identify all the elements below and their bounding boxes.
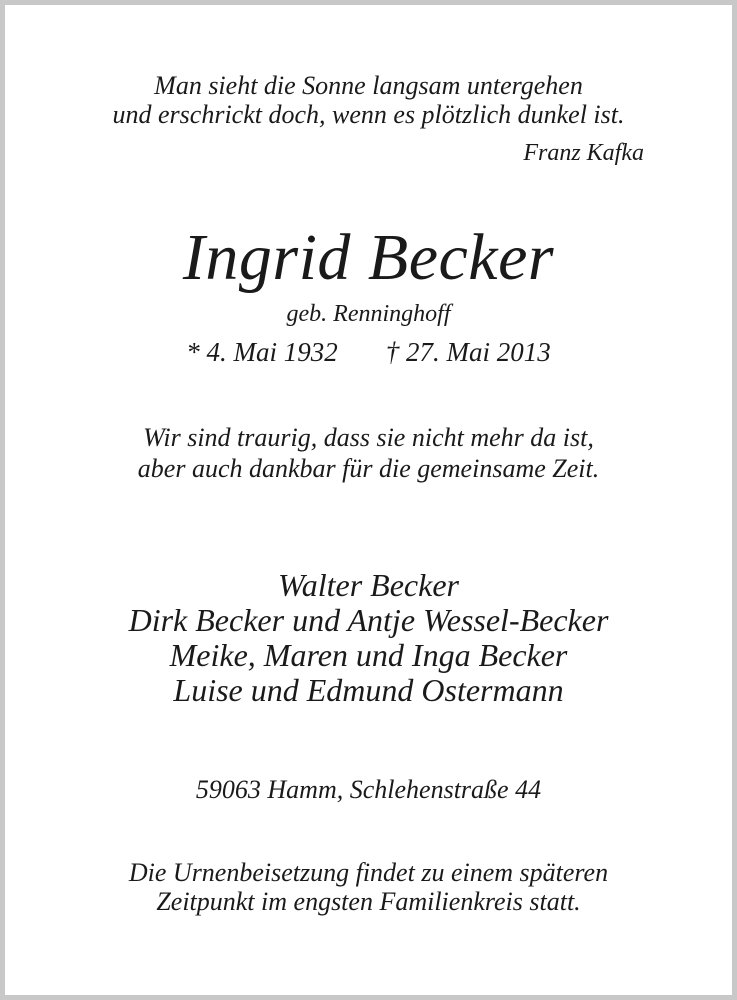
quote-line-2: und erschrickt doch, wenn es plötzlich dunkel ist. — [112, 100, 625, 129]
birth-date: * 4. Mai 1932 — [186, 337, 338, 367]
mourner-name: Dirk Becker und Antje Wessel-Becker — [128, 602, 609, 638]
address: 59063 Hamm, Schlehenstraße 44 — [195, 775, 542, 804]
mourner-name: Meike, Maren und Inga Becker — [169, 637, 568, 673]
maiden-name: geb. Renninghoff — [286, 301, 451, 327]
deceased-name: Ingrid Becker — [182, 221, 555, 294]
obituary-card — [5, 5, 732, 995]
message-line-2: aber auch dankbar für die gemeinsame Zeit. — [137, 454, 600, 483]
message-line-1: Wir sind traurig, dass sie nicht mehr da ist, — [143, 423, 594, 452]
mourner-name: Walter Becker — [278, 567, 459, 603]
mourners-list — [5, 568, 732, 708]
mourner-name: Luise und Edmund Ostermann — [173, 672, 564, 708]
quote-line-1: Man sieht die Sonne langsam untergehen — [154, 71, 583, 100]
life-dates — [5, 336, 732, 368]
mourning-message — [5, 422, 732, 484]
notice-line-2: Zeitpunkt im engsten Familienkreis statt. — [156, 887, 581, 916]
quote — [5, 71, 732, 129]
death-date: † 27. Mai 2013 — [385, 337, 551, 367]
notice-line-1: Die Urnenbeisetzung findet zu einem späteren — [128, 858, 609, 887]
burial-notice — [5, 858, 732, 916]
quote-author: Franz Kafka — [523, 140, 644, 166]
